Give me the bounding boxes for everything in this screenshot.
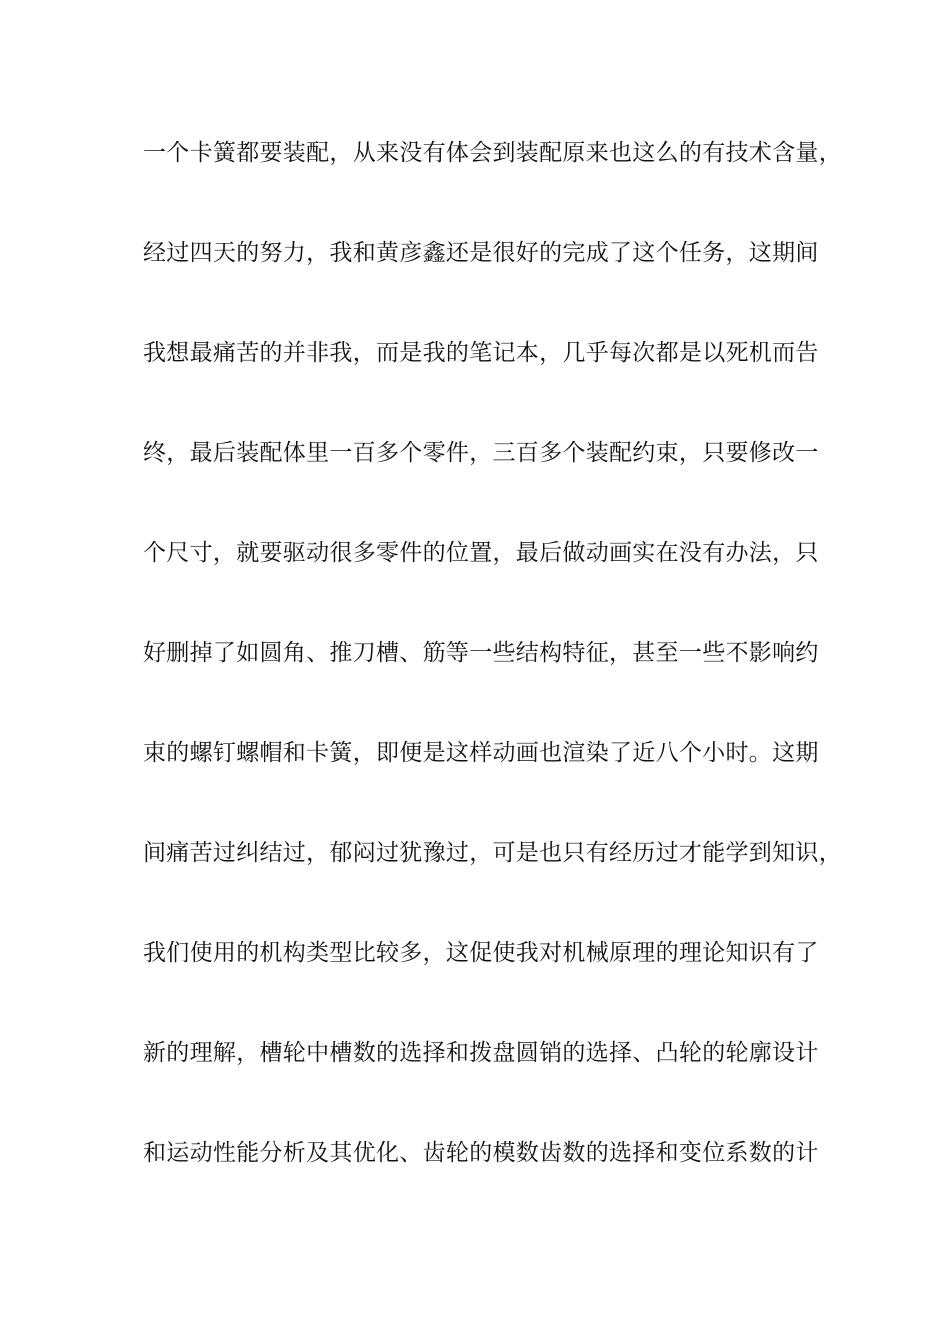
- text-line-6: 好删掉了如圆角、推刀槽、筋等一些结构特征，甚至一些不影响约: [143, 640, 819, 666]
- text-line-10: 新的理解，槽轮中槽数的选择和拨盘圆销的选择、凸轮的轮廓设计: [143, 1040, 819, 1066]
- text-line-5: 个尺寸，就要驱动很多零件的位置，最后做动画实在没有办法，只: [143, 540, 819, 566]
- text-line-9: 我们使用的机构类型比较多，这促使我对机械原理的理论知识有了: [143, 940, 819, 966]
- text-line-11: 和运动性能分析及其优化、齿轮的模数齿数的选择和变位系数的计: [143, 1140, 819, 1166]
- text-line-1: 一个卡簧都要装配，从来没有体会到装配原来也这么的有技术含量，: [143, 140, 842, 166]
- text-line-4: 终，最后装配体里一百多个零件，三百多个装配约束，只要修改一: [143, 440, 819, 466]
- text-line-8: 间痛苦过纠结过，郁闷过犹豫过，可是也只有经历过才能学到知识，: [143, 840, 842, 866]
- text-line-3: 我想最痛苦的并非我，而是我的笔记本，几乎每次都是以死机而告: [143, 340, 819, 366]
- text-line-2: 经过四天的努力，我和黄彦鑫还是很好的完成了这个任务，这期间: [143, 240, 819, 266]
- body-paragraph: [143, 128, 842, 1228]
- text-line-7: 束的螺钉螺帽和卡簧，即便是这样动画也渲染了近八个小时。这期: [143, 740, 819, 766]
